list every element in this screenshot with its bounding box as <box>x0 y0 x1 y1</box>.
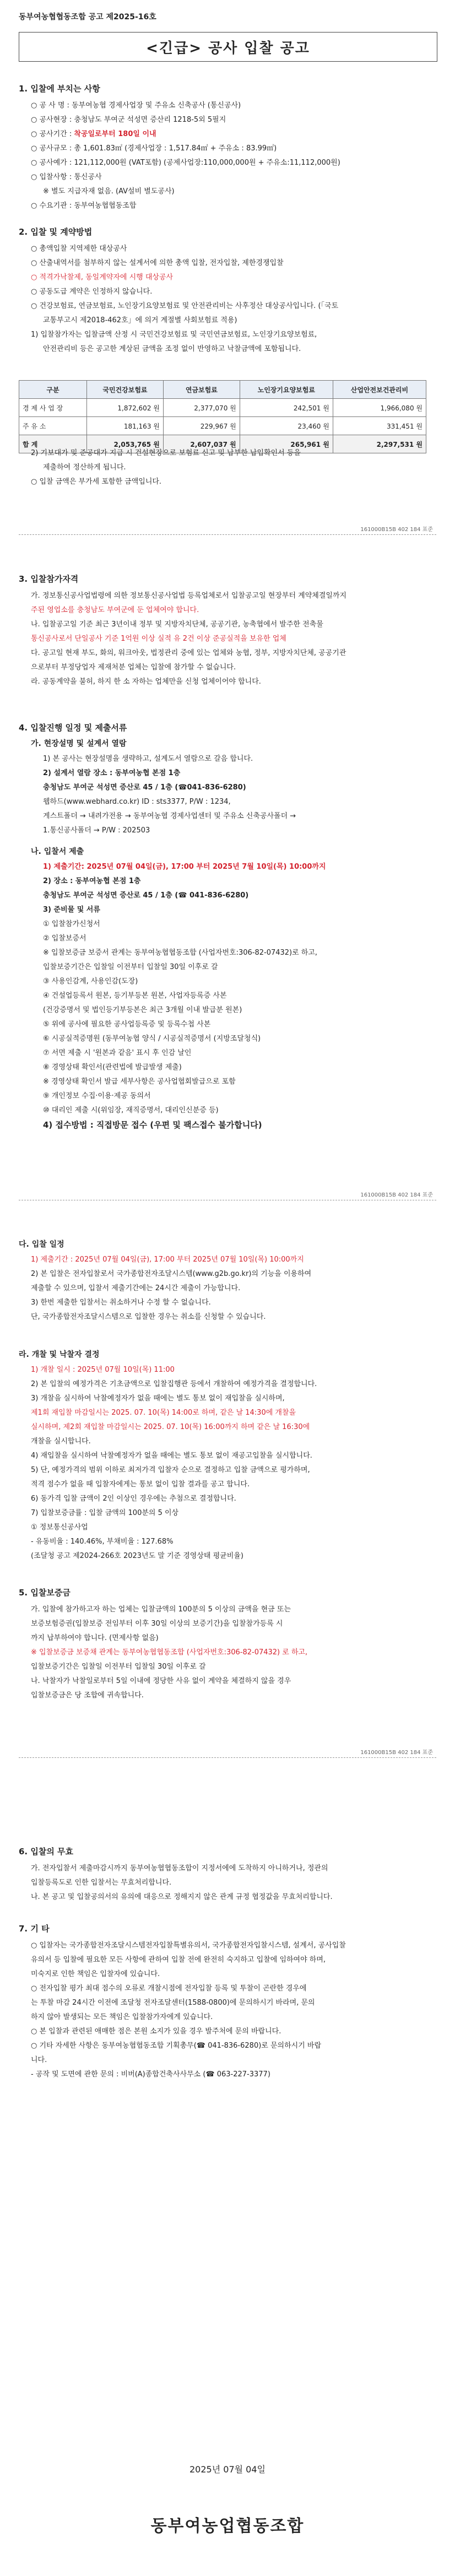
opening-line: 실시하며, 제2회 재입찰 마감일시는 2025. 07. 10(목) 16:00까지 하며 같은 날 16:30에 <box>31 1423 310 1431</box>
misc-line: ○ 전자입찰 평가 최대 점수의 오류로 개찰시점에 전자입찰 등록 및 투찰이 곤란한 경우에 <box>31 1984 307 1993</box>
submission-title: 나. 입찰서 제출 <box>31 847 84 856</box>
misc-title: 7. 기 타 <box>19 1924 50 1934</box>
page-title <box>19 32 437 62</box>
insurance-cost-table <box>19 380 426 453</box>
deposit-title: 5. 입찰보증금 <box>19 1588 71 1598</box>
submission-line: ③ 사용인감계, 사용인감(도장) <box>43 977 138 986</box>
submission-line: 1) 제출기간: 2025년 07월 04일(금), 17:00 부터 2025년 7월 10일(목) 10:00까지 <box>43 863 326 871</box>
submission-line: ⑦ 서면 제출 시 '원본과 같음' 표시 후 인감 날인 <box>43 1049 192 1057</box>
section-2-title: 2. 입찰 및 계약방법 <box>19 227 93 237</box>
note-line: 제출하여 정산하게 됩니다. <box>43 463 126 472</box>
table-cell: 경 제 사 업 장 <box>19 399 87 417</box>
footer-code: 161000B15B 402 184 표준 <box>360 1750 433 1756</box>
section-4-title: 4. 입찰진행 일정 및 제출서류 <box>19 723 127 733</box>
submission-line: ※ 입찰보증금 보증서 관계는 동부여농협협동조합 (사업자번호:306-82-07432)로 하고, <box>43 949 318 957</box>
deposit-line: 보증보험증권(입찰보증 전임부터 이후 30일 이상의 보증기간)을 입찰참가등록 시 <box>31 1620 283 1628</box>
submission-line: ⑩ 대리인 제출 시(위임장, 재직증명서, 대리인신분증 등) <box>43 1106 219 1114</box>
opening-line: - 유동비율 : 140.46%, 부채비율 : 127.68% <box>31 1538 174 1546</box>
invalid-line: 나. 본 공고 및 입찰공의서의 유의에 대응으로 정해지지 않은 관계 규정 협정값을 무효처리합니다. <box>31 1893 333 1901</box>
page-title-text: <긴급> 공사 입찰 공고 <box>146 40 310 57</box>
deposit-line: 입찰보증기간은 입찰일 이전부터 입찰일 30일 이후로 갈 <box>31 1663 206 1671</box>
contract-item: 안전관리비 등은 공고한 계상된 금액을 조정 없이 반영하고 낙찰금액에 포함됩니다. <box>43 345 301 353</box>
table-cell: 331,451 원 <box>333 417 426 435</box>
table-cell: 합 계 <box>19 435 87 453</box>
contract-item: ○ 건강보험료, 연금보험료, 노인장기요양보험료 및 안전관리비는 사후정산 대상공사입니다. (「국토 <box>31 302 339 310</box>
table-header: 산업안전보건관리비 <box>333 381 426 399</box>
section-3 <box>0 573 455 689</box>
section-opening <box>0 1344 455 1563</box>
submission-line: ⑧ 경영상태 확인서(관련법에 발급발생 제출) <box>43 1063 182 1071</box>
schedule-line: 3) 한번 제출한 입찰서는 취소하거나 수정 할 수 없습니다. <box>31 1298 211 1307</box>
section-misc <box>0 1923 455 2082</box>
bid-type: ○ 입찰사항 : 통신공사 <box>31 173 102 181</box>
submission-method: 4) 접수방법 : 직접방문 접수 (우편 및 팩스접수 불가합니다) <box>43 1120 262 1130</box>
invalid-title: 6. 입찰의 무효 <box>19 1847 74 1857</box>
qual-line: 나. 입찰공고일 기준 최근 3년이내 정부 및 지방자치단체, 공공기관, 농축협에서 발주한 전축물 <box>31 620 323 629</box>
table-header: 구분 <box>19 381 87 399</box>
table-cell: 주 유 소 <box>19 417 87 435</box>
opening-line: 7) 입찰보증금률 : 입찰 금액의 100분의 5 이상 <box>31 1509 179 1517</box>
page-divider <box>19 1757 436 1758</box>
submission-line: 2) 장소 : 동부여농협 본점 1층 <box>43 877 141 885</box>
table-cell: 2,053,765 원 <box>87 435 164 453</box>
section-2-notes <box>0 446 455 489</box>
contract-item-highlight: ○ 적격가낙찰제, 동일계약자에 시행 대상공사 <box>31 273 174 282</box>
misc-line: ○ 기타 자세한 사항은 동부여농협협동조합 기획총무(☎ 041-836-6280)로 문의하시기 바랍 <box>31 2042 322 2050</box>
table-cell: 2,377,070 원 <box>163 399 240 417</box>
submission-line: ※ 경영상태 확인서 발급 세부사항은 공사업협회발급으로 포함 <box>43 1078 236 1086</box>
contract-item: 1) 입찰참가자는 입찰금액 산정 시 국민건강보험료 및 국민연금보험료, 노인장기요양보험료, <box>31 331 317 339</box>
section-invalid <box>0 1846 455 1904</box>
section-schedule <box>0 1234 455 1324</box>
misc-line: 미숙지로 인한 책임은 입찰자에 있습니다. <box>31 1970 160 1978</box>
table-header: 노인장기요양보험료 <box>240 381 333 399</box>
deposit-line: 나. 낙찰자가 낙찰일로부터 5일 이내에 정당한 사유 없이 계약을 체결하지 않을 경우 <box>31 1677 291 1685</box>
note-line: ○ 입찰 금액은 부가세 포함한 금액입니다. <box>31 478 162 486</box>
contract-item: ○ 산출내역서를 첨부하지 않는 설계서에 의한 총액 입찰, 전자입찰, 제한경쟁입찰 <box>31 259 284 267</box>
qual-line-highlight: 주된 영업소를 충청남도 부여군에 둔 업체여야 합니다. <box>31 606 199 614</box>
organization-name: 동부여농업협동조합 <box>150 2517 305 2536</box>
schedule-line: 1) 제출기간 : 2025년 07월 04일(금), 17:00 부터 2025년 07월 10일(목) 10:00까지 <box>31 1255 304 1264</box>
opening-line: ① 정보통신공사업 <box>31 1523 88 1531</box>
project-period-label: ○ 공사기간 : <box>31 130 74 138</box>
table-cell: 1,872,602 원 <box>87 399 164 417</box>
announcement-date: 2025년 07월 04일 <box>189 2464 266 2475</box>
viewing-line: 1) 본 공사는 현장설명을 생략하고, 설계도서 열람으로 갈음 합니다. <box>43 755 253 763</box>
submission-line: ⑥ 시공실적증명원 (동부여농협 양식 / 시공실적증명서 (지방조달청식) <box>43 1035 261 1043</box>
viewing-line: 웹하드(www.webhard.co.kr) ID : sts3377, P/W : 1234, <box>43 798 231 806</box>
section-4 <box>0 722 455 1132</box>
deposit-line: 입찰보증금은 당 조합에 귀속합니다. <box>31 1691 144 1700</box>
viewing-line: 게스트폴더 → 내려가전용 → 동부여농협 경제사업센터 및 주유소 신축공사폴더 → <box>43 812 296 820</box>
table-row <box>19 399 426 417</box>
misc-line: ○ 입찰자는 국가종합전자조달시스템전자입찰특별유의서, 국가종합전자입찰시스템, 설계서, 공사입찰 <box>31 1941 346 1950</box>
opening-line: 개찰을 실시합니다. <box>31 1437 91 1446</box>
opening-line: 3) 개찰을 실시하여 낙찰예정자가 없을 때에는 별도 통보 없이 재입찰을 실시하며, <box>31 1394 285 1403</box>
table-header: 연금보험료 <box>163 381 240 399</box>
page-divider <box>19 534 436 535</box>
qual-line: 라. 공동계약을 불허, 하지 한 소 자하는 업체만을 신청 업체이어야 합니다. <box>31 678 261 686</box>
misc-line: 하지 않아 발생되는 모든 책임은 입찰참가자에게 있습니다. <box>31 2013 213 2021</box>
schedule-line: 제출할 수 있으며, 입찰서 제출기간에는 24시간 제출이 가능합니다. <box>31 1284 241 1292</box>
opening-title: 라. 개찰 및 낙찰자 결정 <box>19 1350 100 1359</box>
qual-line-highlight: 통신공사로서 단일공사 기준 1억원 이상 실적 유 2건 이상 준공실적을 보유한 업체 <box>31 635 286 643</box>
submission-line: 충청남도 부여군 석성면 증산로 45 / 1층 (☎ 041-836-6280) <box>43 891 249 900</box>
invalid-line: 입찰등록도로 인한 입찰서는 무효처리합니다. <box>31 1879 172 1887</box>
invalid-line: 가. 전자입찰서 제출마감시까지 동부여농협협동조합이 지정서에에 도착하지 아니하거나, 정관의 <box>31 1864 328 1873</box>
submission-line: (건강증명서 및 법인등기부등본은 최근 3개월 이내 발급분 원본) <box>43 1006 242 1014</box>
misc-line: 니다. <box>31 2056 47 2064</box>
table-cell: 229,967 원 <box>163 417 240 435</box>
table-header-row <box>19 381 426 399</box>
footer-code: 161000B15B 402 184 표준 <box>360 527 433 533</box>
project-name: ○ 공 사 명 : 동부여농협 경제사업장 및 주유소 신축공사 (통신공사) <box>31 101 241 110</box>
qual-line: 가. 정보통신공사업법령에 의한 정보통신공사업법 등록업체로서 입찰공고일 현장부터 계약체결일까지 <box>31 592 347 600</box>
table-header: 국민건강보험료 <box>87 381 164 399</box>
section-2 <box>0 226 455 356</box>
section-1-title: 1. 입찰에 부치는 사항 <box>19 84 100 94</box>
deposit-line: 까지 납부하여야 합니다. (면제사항 없음) <box>31 1634 159 1642</box>
opening-line: 제1회 재입찰 마감일시는 2025. 07. 10(목) 14:00로 하며, 같은 날 14:30에 개찰을 <box>31 1409 296 1417</box>
qual-line: 다. 공고일 현재 부도, 화의, 워크아웃, 법정관리 중에 있는 업체와 농협, 정부, 지방자치단체, 공공기관 <box>31 649 346 657</box>
project-site: ○ 공사현장 : 충청남도 부여군 석성면 증산리 1218-5외 5필지 <box>31 116 226 124</box>
contract-item: 교통부고시 제2018-462호」에 의거 계절별 사회보험료 적용) <box>43 316 237 324</box>
bid-type-note: ※ 별도 지급자재 없음. (AV설비 별도공사) <box>43 187 175 196</box>
deposit-line: ※ 입찰보증금 보증채 관계는 동부여농협협동조합 (사업자번호:306-82-07432) 로 하고, <box>31 1648 308 1657</box>
table-cell: 23,460 원 <box>240 417 333 435</box>
table-row <box>19 417 426 435</box>
opening-line: (조달청 공고 제2024-266호 2023년도 말 기준 경영상태 평균비율) <box>31 1552 243 1560</box>
table-cell: 242,501 원 <box>240 399 333 417</box>
opening-line: 6) 동가격 입찰 금액이 2인 이상인 경우에는 추첨으로 결정합니다. <box>31 1495 236 1503</box>
footer-code: 161000B15B 402 184 표준 <box>360 1192 433 1198</box>
contract-item: ○ 공동도급 계약은 인정하지 않습니다. <box>31 288 153 296</box>
project-cost: ○ 공사예가 : 121,112,000원 (VAT포함) (공제사업장:110,000,000원 + 주유소:11,112,000원) <box>31 159 340 167</box>
misc-line: 유의서 등 입찰에 필요한 모든 사항에 관하여 입찰 전에 완전히 숙지하고 입찰에 임하여야 하며, <box>31 1956 326 1964</box>
opening-line: 5) 단, 예정가격의 범위 이하로 최저가격 입찰자 순으로 결정하고 입찰 금액으로 평가하며, <box>31 1466 310 1474</box>
opening-line: 4) 재입찰을 실시하여 낙찰예정자가 없을 때에는 별도 통보 없이 재공고입찰을 실시합니다. <box>31 1452 312 1460</box>
table-cell: 181,163 원 <box>87 417 164 435</box>
notice-number: 동부여농협협동조합 공고 제2025-16호 <box>19 13 156 21</box>
deposit-line: 가. 입찰에 참가하고자 하는 업체는 입찰금액의 100분의 5 이상의 금액을 현금 또는 <box>31 1605 291 1614</box>
contract-item: ○ 총액입찰 지역제한 대상공사 <box>31 245 127 253</box>
submission-line: 3) 준비물 및 서류 <box>43 906 100 914</box>
misc-line: ○ 본 입찰과 관련된 애매한 점은 본원 소지가 있을 경우 발주처에 문의 바랍니다. <box>31 2027 281 2036</box>
opening-line: 1) 개찰 일시 : 2025년 07월 10일(목) 11:00 <box>31 1366 175 1374</box>
submission-line: ⑤ 위에 공사에 필요한 공사업등록증 및 등록수첩 사본 <box>43 1020 211 1029</box>
table-cell: 2,607,037 원 <box>163 435 240 453</box>
viewing-title: 가. 현장설명 및 설계서 열람 <box>31 739 127 748</box>
submission-line: ② 입찰보증서 <box>43 934 86 943</box>
section-deposit <box>0 1587 455 1703</box>
schedule-title: 다. 입찰 일정 <box>19 1240 64 1249</box>
table-cell: 2,297,531 원 <box>333 435 426 453</box>
table-cell: 1,966,080 원 <box>333 399 426 417</box>
submission-line: ⑨ 개인정보 수집·이용·제공 동의서 <box>43 1092 151 1100</box>
misc-line: 는 투찰 마감 24시간 이전에 조달청 전자조달센터(1588-0800)에 문의하시기 바라며, 문의 <box>31 1999 315 2007</box>
table-cell: 265,961 원 <box>240 435 333 453</box>
note-line: 2) 기보대가 및 준공대가 지급 시 건설현장으로 보험료 신고 및 납부한 납입확인서 등을 <box>31 449 301 457</box>
opening-line: 2) 본 입찰의 예정가격은 기초금액으로 입찰집행관 등에서 개찰하여 예정가격을 결정합니다. <box>31 1380 317 1388</box>
schedule-line: 단, 국가종합전자조달시스템으로 입찰한 경우는 취소를 신청할 수 있습니다. <box>31 1313 266 1321</box>
misc-line: - 공작 및 도면에 관한 문의 : 비버(A)종합건축사사무소 (☎ 063-227-3377) <box>31 2070 270 2079</box>
project-period <box>19 127 455 142</box>
qual-line: 으로부터 부정당업자 제재처분 업체는 입찰에 참가할 수 없습니다. <box>31 663 236 672</box>
section-1 <box>0 83 455 213</box>
section-3-title: 3. 입찰참가자격 <box>19 574 79 584</box>
schedule-line: 2) 본 입찰은 전자입찰로서 국가종합전자조달시스템(www.g2b.go.kr)의 기능을 이용하여 <box>31 1270 312 1278</box>
viewing-line: 1.통신공사폴더 → P/W : 202503 <box>43 826 150 835</box>
submission-line: ① 입찰참가신청서 <box>43 920 100 928</box>
submission-line: 입찰보증기간은 입찰일 이전부터 입찰일 30일 이후로 갈 <box>43 963 218 971</box>
viewing-line: 충청남도 부여군 석성면 증산로 45 / 1층 (☎041-836-6280) <box>43 783 246 792</box>
opening-line: 적격 점수가 없을 때 입찰자에게는 통보 없이 입찰 결과를 공고 합니다. <box>31 1480 250 1489</box>
project-period-value: 착공일로부터 180일 이내 <box>74 130 156 138</box>
viewing-line: 2) 설계서 열람 장소 : 동부여농협 본점 1층 <box>43 769 181 777</box>
project-area: ○ 공사규모 : 총 1,601.83㎡ (경제사업장 : 1,517.84㎡ + 주유소 : 83.99㎡) <box>31 144 277 153</box>
client-org: ○ 수요기관 : 동부여농협협동조합 <box>31 202 137 210</box>
submission-line: ④ 건설업등록서 원본, 등기부등본 원본, 사업자등록증 사본 <box>43 992 227 1000</box>
